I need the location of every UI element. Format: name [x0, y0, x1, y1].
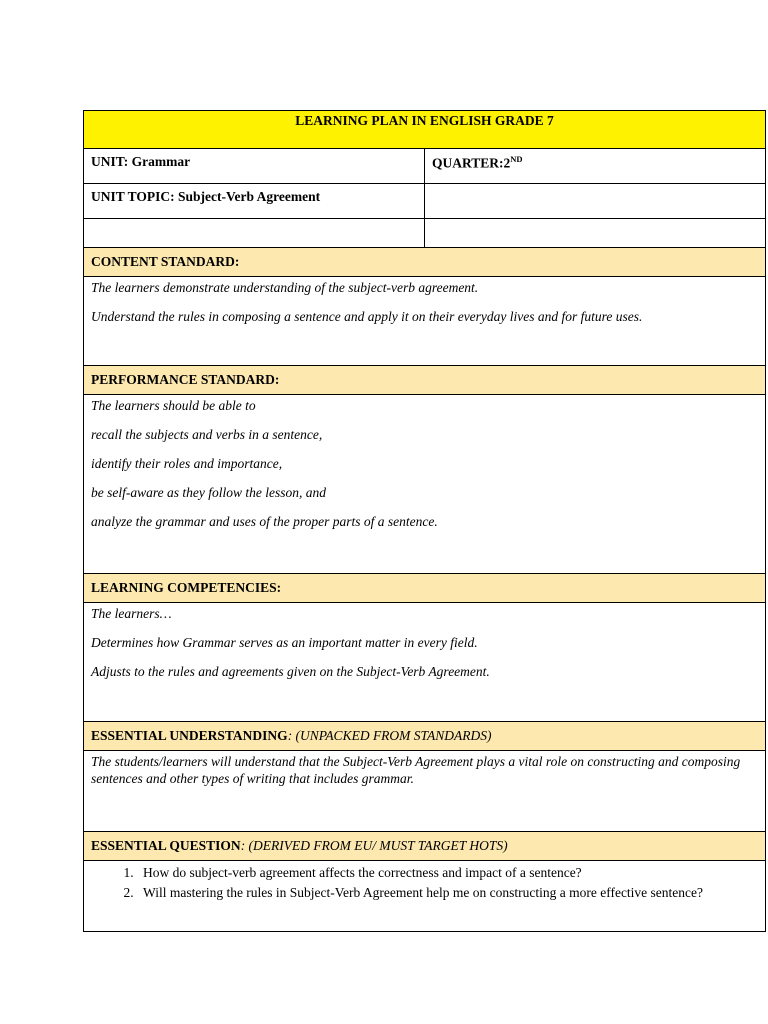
performance-standard-heading-row: [84, 366, 766, 395]
performance-standard-line: analyze the grammar and uses of the proper parts of a sentence.: [91, 514, 438, 529]
quarter-superscript: ND: [510, 154, 523, 164]
title-row: [84, 111, 766, 149]
essential-understanding-heading-row: [84, 722, 766, 751]
essential-understanding-text: The students/learners will understand that the Subject-Verb Agreement plays a vital role on constructing and composing sentences and other types of writing that includes grammar.: [91, 754, 741, 786]
plan-title: LEARNING PLAN IN ENGLISH GRADE 7: [84, 111, 766, 149]
unit-topic-row: [84, 184, 766, 219]
content-standard-body: [84, 277, 766, 366]
essential-question-note: : (DERIVED FROM EU/ MUST TARGET HOTS): [240, 838, 508, 853]
essential-question-list: [91, 863, 758, 902]
learning-plan-table: [83, 110, 766, 932]
content-standard-body-row: [84, 277, 766, 366]
content-standard-heading: CONTENT STANDARD:: [84, 248, 766, 277]
empty-cell: [425, 184, 766, 219]
performance-standard-line: be self-aware as they follow the lesson, and: [91, 485, 326, 500]
performance-standard-line: identify their roles and importance,: [91, 456, 283, 471]
essential-question-item: 2. Will mastering the rules in Subject-Verb Agreement help me on constructing a more effective sentence?: [137, 883, 758, 903]
essential-question-body-row: [84, 861, 766, 932]
learning-competencies-line: The learners…: [91, 606, 172, 621]
learning-competencies-heading: LEARNING COMPETENCIES:: [84, 574, 766, 603]
content-standard-line: The learners demonstrate understanding of the subject-verb agreement.: [91, 280, 479, 295]
performance-standard-line: The learners should be able to: [91, 398, 256, 413]
unit-topic-label: UNIT TOPIC: Subject-Verb Agreement: [84, 184, 425, 219]
learning-competencies-heading-row: [84, 574, 766, 603]
essential-understanding-body-row: [84, 751, 766, 832]
essential-question-title: ESSENTIAL QUESTION: [91, 838, 241, 853]
essential-understanding-note: : (UNPACKED FROM STANDARDS): [287, 728, 492, 743]
content-standard-line: Understand the rules in composing a sentence and apply it on their everyday lives and for future uses.: [91, 309, 643, 324]
learning-competencies-body-row: [84, 603, 766, 722]
performance-standard-body-row: [84, 395, 766, 574]
essential-understanding-title: ESSENTIAL UNDERSTANDING: [91, 728, 288, 743]
learning-competencies-line: Determines how Grammar serves as an important matter in every field.: [91, 635, 478, 650]
empty-cell: [425, 219, 766, 248]
performance-standard-heading: PERFORMANCE STANDARD:: [84, 366, 766, 395]
essential-question-body: [84, 861, 766, 932]
learning-competencies-body: [84, 603, 766, 722]
learning-competencies-line: Adjusts to the rules and agreements given on the Subject-Verb Agreement.: [91, 664, 490, 679]
empty-cell: [84, 219, 425, 248]
essential-understanding-body: [84, 751, 766, 832]
essential-understanding-heading: [84, 722, 766, 751]
quarter-label: [425, 149, 766, 184]
performance-standard-line: recall the subjects and verbs in a sentence,: [91, 427, 323, 442]
quarter-text: QUARTER:2: [432, 155, 511, 171]
essential-question-heading: [84, 832, 766, 861]
performance-standard-body: [84, 395, 766, 574]
content-standard-heading-row: [84, 248, 766, 277]
essential-question-item: 1. How do subject-verb agreement affects the correctness and impact of a sentence?: [137, 863, 758, 883]
unit-row: [84, 149, 766, 184]
essential-question-heading-row: [84, 832, 766, 861]
unit-label: UNIT: Grammar: [84, 149, 425, 184]
blank-row: [84, 219, 766, 248]
